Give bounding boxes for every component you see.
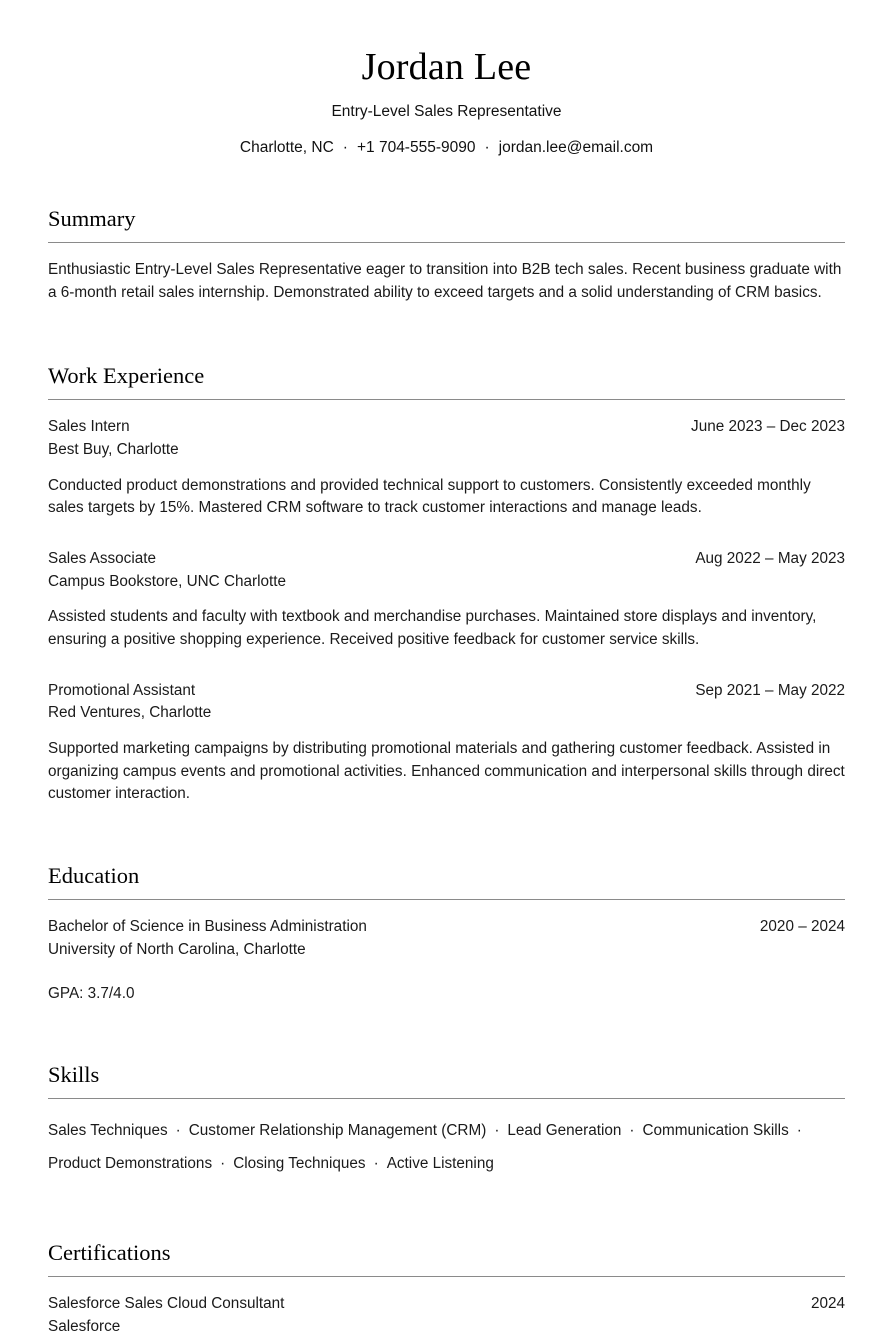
contact-item: Charlotte, NC [240,139,334,156]
section-skills [48,1061,845,1181]
section-summary [48,205,845,304]
job-title: Sales Associate [48,548,156,570]
skill-item: Lead Generation [507,1122,621,1139]
company-name: Red Ventures, Charlotte [48,702,845,724]
contact-item: jordan.lee@email.com [499,139,653,156]
contact-separator: · [334,136,357,159]
work-entry [48,416,845,520]
section-heading-summary: Summary [48,205,845,233]
entry-header-row [48,680,845,702]
summary-text: Enthusiastic Entry-Level Sales Representative eager to transition into B2B tech sales. Recent business graduate with a 6-month retail sales internship. Demonstrated ability to exceed targets and a solid understanding of CRM basics. [48,259,845,304]
company-name: Best Buy, Charlotte [48,439,845,461]
section-heading-education: Education [48,862,845,890]
certification-entry-list [48,1293,845,1337]
skill-item: Sales Techniques [48,1122,168,1139]
skill-item: Product Demonstrations [48,1155,212,1172]
section-work-experience [48,362,845,806]
contact-item: +1 704-555-9090 [357,139,476,156]
certification-entry [48,1293,845,1337]
entry-header-row [48,548,845,570]
work-entry [48,548,845,652]
contact-line [48,136,845,159]
job-description: Conducted product demonstrations and provided technical support to customers. Consistently exceeded monthly sales targets by 15%. Mastered CRM software to track customer interactions and manage leads. [48,475,845,520]
company-name: Campus Bookstore, UNC Charlotte [48,571,845,593]
education-entry [48,916,845,1005]
job-description: Assisted students and faculty with textbook and merchandise purchases. Maintained store displays and inventory, ensuring a positive shopping experience. Received positive feedback for customer service skills. [48,606,845,651]
skills-list [48,1115,845,1181]
education-entry-list [48,916,845,1005]
job-title: Promotional Assistant [48,680,195,702]
entry-header-row [48,1293,845,1315]
skill-separator: · [789,1115,810,1148]
entry-header-row [48,416,845,438]
skill-item: Communication Skills [643,1122,789,1139]
skill-item: Active Listening [387,1155,494,1172]
certification-issuer: Salesforce [48,1316,845,1337]
candidate-name: Jordan Lee [48,44,845,90]
skill-separator: · [366,1148,387,1181]
skill-item: Customer Relationship Management (CRM) [189,1122,487,1139]
job-dates: Aug 2022 – May 2023 [695,548,845,570]
entry-header-row [48,916,845,938]
resume-header [48,0,845,159]
job-dates: Sep 2021 – May 2022 [695,680,845,702]
skill-separator: · [168,1115,189,1148]
contact-separator: · [475,136,498,159]
certification-name: Salesforce Sales Cloud Consultant [48,1293,284,1315]
section-heading-skills: Skills [48,1061,845,1089]
education-dates: 2020 – 2024 [760,916,845,938]
degree-title: Bachelor of Science in Business Administration [48,916,367,938]
gpa-text: GPA: 3.7/4.0 [48,983,845,1005]
section-rule [48,242,845,243]
skill-separator: · [212,1148,233,1181]
section-rule [48,1276,845,1277]
skill-item: Closing Techniques [233,1155,365,1172]
job-dates: June 2023 – Dec 2023 [691,416,845,438]
school-name: University of North Carolina, Charlotte [48,939,845,961]
skill-separator: · [486,1115,507,1148]
section-rule [48,1098,845,1099]
section-rule [48,899,845,900]
section-heading-certifications: Certifications [48,1239,845,1267]
candidate-job-title: Entry-Level Sales Representative [48,100,845,123]
certification-year: 2024 [811,1293,845,1315]
section-rule [48,399,845,400]
work-entry [48,680,845,806]
section-education [48,862,845,1005]
work-entry-list [48,416,845,806]
section-heading-work-experience: Work Experience [48,362,845,390]
job-description: Supported marketing campaigns by distributing promotional materials and gathering customer feedback. Assisted in organizing campus events and promotional activities. Enhanced communication and interpersonal skills through direct customer interaction. [48,738,845,806]
skill-separator: · [621,1115,642,1148]
job-title: Sales Intern [48,416,130,438]
section-certifications [48,1239,845,1337]
